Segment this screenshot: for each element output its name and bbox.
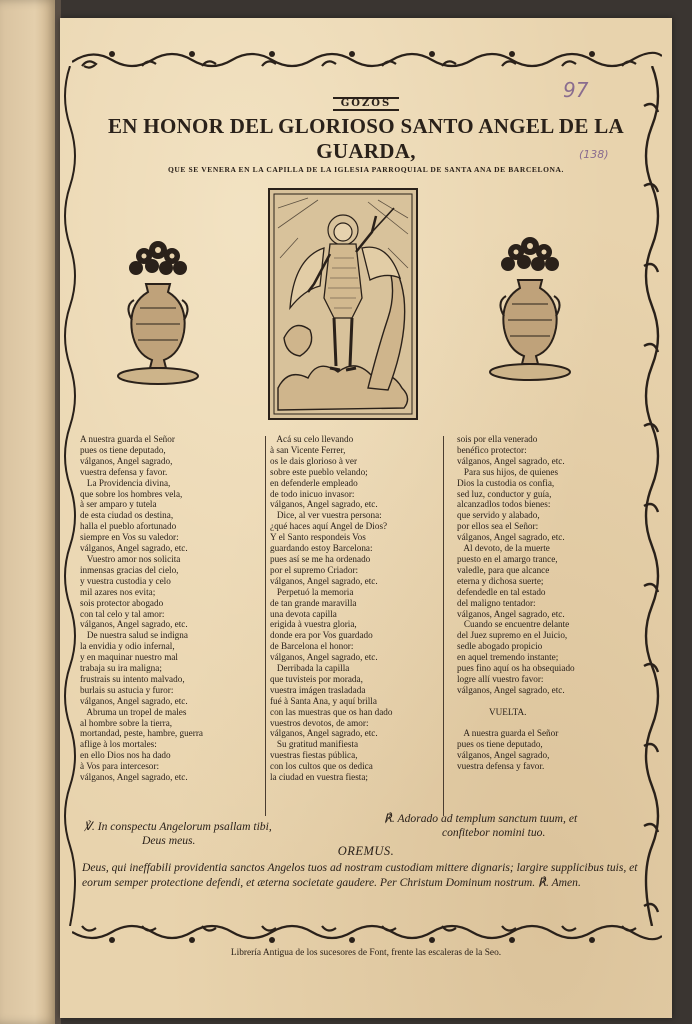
ornamental-border-right bbox=[638, 66, 666, 926]
closing-prayer: Deus, qui ineffabili providentia sanctos Angelos tuos ad nostram custodiam mittere dignaris; largire supplicibus tuis, et eorum semper protectione defendi, et æterna societate gaudere. Per Christum Dominum nostrum. ℟. Amen. bbox=[82, 861, 638, 889]
oremus-heading: OREMUS. bbox=[337, 844, 395, 858]
gozos-heading: GOZOS bbox=[60, 92, 672, 111]
handwritten-number: 97 bbox=[563, 78, 589, 102]
verse-column-2: Acá su celo llevando à san Vicente Ferrer, os le dais glorioso à ver sobre este pueblo velando; en defenderle empleado de todo inicuo invasor: válganos, Angel sagrado, etc. Dice, al ver vuestra persona: ¿qué haces aquí Angel de Dios? Y el Santo respondeis Vos guardando estoy Barcelona: pues así se me ha ordenado por el supremo Criador: válganos, Angel sagrado, etc. Perpetuó la memoria de tan grande maravilla una devota capilla erigida à vuestra gloria, donde era por Vos guardado de Barcelona el honor: válganos, Angel sagrado, etc. Derribada la capilla que tuvisteis por morada, vuestra imágen trasladada fué à Santa Ana, y aquí brilla con las muestras que os han dado vuestros devotos, de amor: válganos, Angel sagrado, etc. Su gratitud manifiesta vuestras fiestas pública, con los cultos que os dedica la ciudad en vuestra fiesta; bbox=[270, 434, 393, 783]
guardian-angel-woodcut bbox=[268, 188, 418, 420]
page-title: EN HONOR DEL GLORIOSO SANTO ANGEL DE LA GUARDA, bbox=[107, 114, 625, 163]
flower-vase-right bbox=[484, 224, 576, 384]
ornamental-border-top bbox=[72, 44, 662, 74]
facing-page-edge bbox=[0, 0, 58, 1024]
versicle: ℣. In conspectu Angelorum psallam tibi, Deus meus. bbox=[84, 820, 272, 847]
handwritten-catalog-number: (138) bbox=[579, 148, 609, 161]
response: ℟. Adorado ad templum sanctum tuum, et confitebor nomini tuo. bbox=[384, 812, 578, 839]
verse-column-1: A nuestra guarda el Señor pues os tiene deputado, válganos, Angel sagrado, vuestra defensa y favor. La Providencia divina, que sobre los hombres vela, à ser amparo y tutela de esta ciudad os destina, halla el pueblo afortunado siempre en Vos su valedor: válganos, Angel sagrado, etc. Vuestro amor nos solicita inmensas gracias del cielo, y vuestra custodia y celo mil azares nos evita; sois protector abogado con tal celo y tal amor: válganos, Angel sagrado, etc. De nuestra salud se indigna la envidia y odio infernal, y en maquinar nuestro mal trabaja su ira maligna; frustrais su intento malvado, burlais su astucia y furor: válganos, Angel sagrado, etc. Abruma un tropel de males al hombre sobre la tierra, mortandad, peste, hambre, guerra aflige à los mortales: en ello Dios nos ha dado à Vos para intercesor: válganos, Angel sagrado, etc. bbox=[80, 434, 203, 783]
flower-vase-left bbox=[112, 228, 204, 388]
verse-column-3: sois por ella venerado benéfico protector: válganos, Angel sagrado, etc. Para sus hijos, de quienes Dios la custodia os confia, sed luz, conductor y guía, alcanzadlos todos bienes: que servido y alabado, por ellos sea el Señor: válganos, Angel sagrado, etc. Al devoto, de la muerte puesto en el amargo trance, valedle, para que alcance eterna y dichosa suerte; defendedle en tal estado del maligno tentador: válganos, Angel sagrado, etc. Cuando se encuentre delante del Juez supremo en el Juicio, sedle abogado propicio en aquel tremendo instante; pues fino aquí os ha obsequiado logre allí vuestro favor: válganos, Angel sagrado, etc. VUELTA. A nuestra guarda el Señor pues os tiene deputado, válganos, Angel sagrado, vuestra defensa y favor. bbox=[457, 434, 575, 772]
verse-columns bbox=[80, 434, 640, 814]
page-subtitle: QUE SE VENERA EN LA CAPILLA DE LA IGLESIA PARROQUIAL DE SANTA ANA DE BARCELONA. bbox=[167, 165, 565, 174]
printer-imprint: Librería Antigua de los sucesores de Font, frente las escaleras de la Seo. bbox=[230, 948, 502, 958]
ornamental-border-bottom bbox=[72, 918, 662, 948]
broadside-sheet bbox=[60, 18, 672, 1018]
